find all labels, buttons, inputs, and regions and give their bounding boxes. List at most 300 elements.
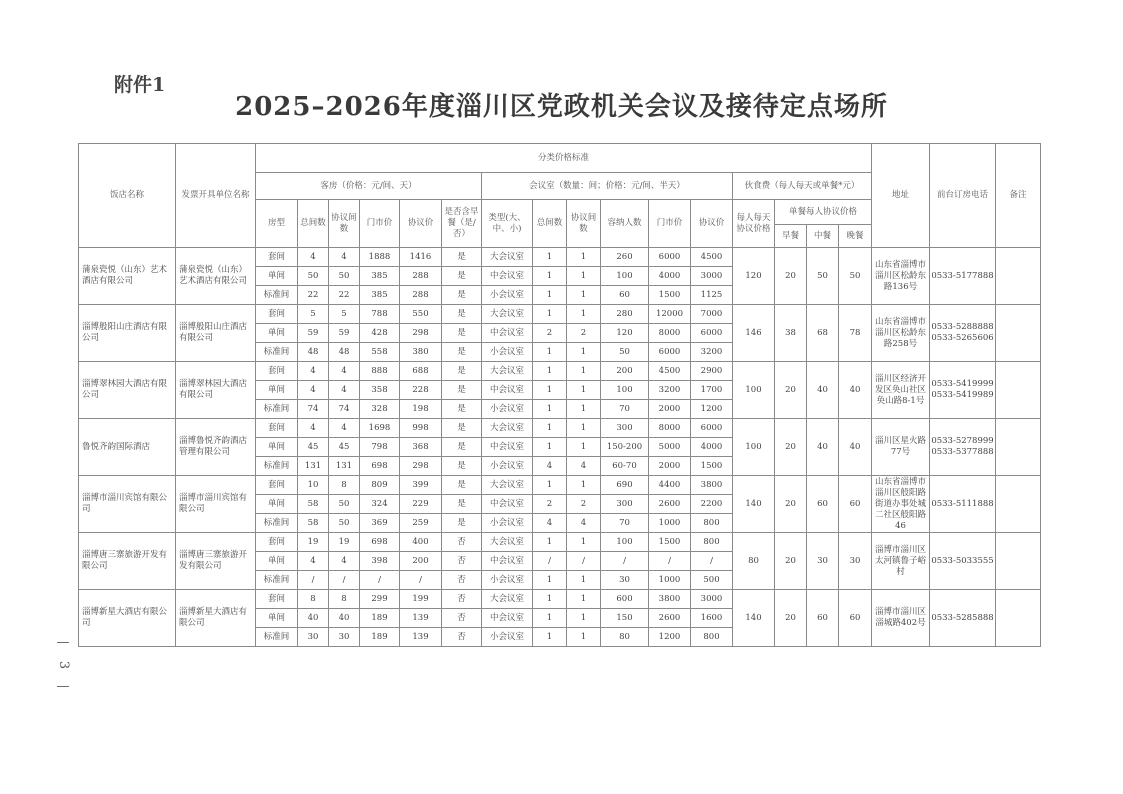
agreement-price: 368 <box>400 438 442 457</box>
meeting-total: 2 <box>533 324 567 343</box>
table-row <box>79 590 1041 609</box>
meeting-agreement: 1 <box>567 590 601 609</box>
breakfast-included: 是 <box>442 381 482 400</box>
hotel-name: 淄博唐三寨旅游开发有限公司 <box>79 533 176 590</box>
hotel-name: 淄博新星大酒店有限公司 <box>79 590 176 647</box>
capacity: 100 <box>601 381 649 400</box>
meeting-total: 1 <box>533 381 567 400</box>
rack-price: 398 <box>360 552 400 571</box>
breakfast-included: 否 <box>442 609 482 628</box>
daily-meal-price: 80 <box>733 533 775 590</box>
breakfast-included: 否 <box>442 571 482 590</box>
meeting-type: 小会议室 <box>482 571 533 590</box>
meeting-rack: 3800 <box>649 590 691 609</box>
meeting-agreement: 1 <box>567 628 601 647</box>
room-type: 标准间 <box>256 514 298 533</box>
breakfast-included: 是 <box>442 457 482 476</box>
breakfast-price: 20 <box>775 248 807 305</box>
rack-price: 698 <box>360 533 400 552</box>
meeting-total: 1 <box>533 248 567 267</box>
rack-price: 428 <box>360 324 400 343</box>
meeting-agreement: 1 <box>567 419 601 438</box>
breakfast-included: 是 <box>442 400 482 419</box>
dinner-price: 78 <box>839 305 872 362</box>
room-type: 标准间 <box>256 628 298 647</box>
total-rooms: 45 <box>298 438 329 457</box>
capacity: 80 <box>601 628 649 647</box>
meeting-rack: 4000 <box>649 267 691 286</box>
capacity: 600 <box>601 590 649 609</box>
total-rooms: 22 <box>298 286 329 305</box>
breakfast-included: 是 <box>442 267 482 286</box>
meeting-rack: 12000 <box>649 305 691 324</box>
rack-price: 809 <box>360 476 400 495</box>
agreement-price: 199 <box>400 590 442 609</box>
hotel-name: 淄博市淄川宾馆有限公司 <box>79 476 176 533</box>
rack-price: 369 <box>360 514 400 533</box>
total-rooms: 4 <box>298 552 329 571</box>
hotel-address: 淄博市淄川区太河镇鲁子峪村 <box>872 533 930 590</box>
total-rooms: / <box>298 571 329 590</box>
capacity: 60-70 <box>601 457 649 476</box>
meeting-price: 500 <box>691 571 733 590</box>
table-row <box>79 476 1041 495</box>
dinner-price: 60 <box>839 476 872 533</box>
capacity: 690 <box>601 476 649 495</box>
remarks-cell <box>996 305 1041 362</box>
meeting-type: 小会议室 <box>482 343 533 362</box>
rack-price: 1888 <box>360 248 400 267</box>
hotel-phone: 0533-5278999 0533-5377888 <box>930 419 996 476</box>
meeting-agreement: 1 <box>567 571 601 590</box>
rack-price: / <box>360 571 400 590</box>
remarks-cell <box>996 533 1041 590</box>
meeting-agreement: 1 <box>567 533 601 552</box>
total-rooms: 4 <box>298 362 329 381</box>
meeting-type: 小会议室 <box>482 286 533 305</box>
meeting-agreement: 1 <box>567 343 601 362</box>
meeting-agreement: 1 <box>567 381 601 400</box>
capacity: 70 <box>601 514 649 533</box>
total-rooms: 59 <box>298 324 329 343</box>
header-invoice-unit: 发票开具单位名称 <box>176 144 256 248</box>
page-number: — 3 — <box>56 635 71 694</box>
breakfast-included: 否 <box>442 533 482 552</box>
room-type: 单间 <box>256 381 298 400</box>
meeting-type: 大会议室 <box>482 305 533 324</box>
meeting-total: 1 <box>533 286 567 305</box>
meeting-total: 1 <box>533 476 567 495</box>
meeting-type: 大会议室 <box>482 248 533 267</box>
room-type: 套间 <box>256 590 298 609</box>
meeting-rack: 4400 <box>649 476 691 495</box>
room-type: 套间 <box>256 476 298 495</box>
capacity: 280 <box>601 305 649 324</box>
meeting-type: 大会议室 <box>482 476 533 495</box>
header-total-rooms: 总间数 <box>298 200 329 248</box>
header-meal-group: 伙食费（每人每天或单餐*元） <box>733 173 872 200</box>
meeting-rack: 5000 <box>649 438 691 457</box>
capacity: / <box>601 552 649 571</box>
breakfast-included: 是 <box>442 362 482 381</box>
invoice-unit: 淄博鲁悦齐韵酒店管理有限公司 <box>176 419 256 476</box>
lunch-price: 40 <box>807 419 839 476</box>
header-price-standard: 分类价格标准 <box>256 144 872 173</box>
meeting-total: 1 <box>533 628 567 647</box>
agreement-rooms: 4 <box>329 552 360 571</box>
meeting-agreement: / <box>567 552 601 571</box>
invoice-unit: 淄博般阳山庄酒店有限公司 <box>176 305 256 362</box>
lunch-price: 50 <box>807 248 839 305</box>
capacity: 200 <box>601 362 649 381</box>
meeting-rack: 2600 <box>649 609 691 628</box>
capacity: 120 <box>601 324 649 343</box>
agreement-rooms: 22 <box>329 286 360 305</box>
agreement-price: 228 <box>400 381 442 400</box>
meeting-type: 中会议室 <box>482 609 533 628</box>
rack-price: 189 <box>360 628 400 647</box>
meeting-type: 大会议室 <box>482 533 533 552</box>
meeting-agreement: 4 <box>567 514 601 533</box>
meeting-price: 3000 <box>691 267 733 286</box>
header-agreement-price: 协议价 <box>400 200 442 248</box>
room-type: 单间 <box>256 552 298 571</box>
table-row <box>79 305 1041 324</box>
total-rooms: 131 <box>298 457 329 476</box>
room-type: 单间 <box>256 438 298 457</box>
meeting-price: 1125 <box>691 286 733 305</box>
room-type: 套间 <box>256 419 298 438</box>
capacity: 150 <box>601 609 649 628</box>
meeting-rack: 2600 <box>649 495 691 514</box>
meeting-price: 6000 <box>691 324 733 343</box>
agreement-price: 200 <box>400 552 442 571</box>
meeting-rack: 6000 <box>649 248 691 267</box>
agreement-price: / <box>400 571 442 590</box>
meeting-agreement: 1 <box>567 267 601 286</box>
agreement-rooms: 48 <box>329 343 360 362</box>
rack-price: 358 <box>360 381 400 400</box>
invoice-unit: 淄博翠林园大酒店有限公司 <box>176 362 256 419</box>
agreement-price: 298 <box>400 324 442 343</box>
meeting-price: 1500 <box>691 457 733 476</box>
meeting-price: 2900 <box>691 362 733 381</box>
meeting-price: 3800 <box>691 476 733 495</box>
meeting-type: 中会议室 <box>482 552 533 571</box>
breakfast-included: 是 <box>442 248 482 267</box>
breakfast-price: 38 <box>775 305 807 362</box>
breakfast-included: 否 <box>442 552 482 571</box>
total-rooms: 48 <box>298 343 329 362</box>
meeting-type: 小会议室 <box>482 628 533 647</box>
meeting-agreement: 1 <box>567 476 601 495</box>
meeting-price: 3000 <box>691 590 733 609</box>
table-row <box>79 248 1041 267</box>
daily-meal-price: 100 <box>733 419 775 476</box>
meeting-price: 6000 <box>691 419 733 438</box>
invoice-unit: 淄博唐三寨旅游开发有限公司 <box>176 533 256 590</box>
capacity: 100 <box>601 533 649 552</box>
total-rooms: 40 <box>298 609 329 628</box>
capacity: 300 <box>601 419 649 438</box>
hotel-phone: 0533-5288888 0533-5265606 <box>930 305 996 362</box>
meeting-agreement: 2 <box>567 324 601 343</box>
agreement-rooms: 74 <box>329 400 360 419</box>
meeting-rack: 1500 <box>649 533 691 552</box>
meeting-agreement: 2 <box>567 495 601 514</box>
meeting-price: 4000 <box>691 438 733 457</box>
meeting-type: 中会议室 <box>482 438 533 457</box>
meeting-type: 小会议室 <box>482 514 533 533</box>
meeting-price: 3200 <box>691 343 733 362</box>
capacity: 60 <box>601 286 649 305</box>
hotel-phone: 0533-5111888 <box>930 476 996 533</box>
rack-price: 558 <box>360 343 400 362</box>
rack-price: 698 <box>360 457 400 476</box>
breakfast-included: 是 <box>442 324 482 343</box>
rack-price: 788 <box>360 305 400 324</box>
capacity: 70 <box>601 400 649 419</box>
page-title: 2025–2026年度淄川区党政机关会议及接待定点场所 <box>235 92 888 122</box>
lunch-price: 60 <box>807 476 839 533</box>
agreement-rooms: 59 <box>329 324 360 343</box>
breakfast-included: 是 <box>442 495 482 514</box>
meeting-total: 4 <box>533 457 567 476</box>
room-type: 套间 <box>256 248 298 267</box>
lunch-price: 40 <box>807 362 839 419</box>
header-meeting-type: 类型(大、中、小) <box>482 200 533 248</box>
breakfast-included: 是 <box>442 343 482 362</box>
dinner-price: 60 <box>839 590 872 647</box>
meeting-rack: 8000 <box>649 419 691 438</box>
agreement-rooms: 19 <box>329 533 360 552</box>
header-remarks: 备注 <box>996 144 1041 248</box>
agreement-price: 1416 <box>400 248 442 267</box>
meeting-type: 中会议室 <box>482 324 533 343</box>
hotel-phone: 0533-5177888 <box>930 248 996 305</box>
header-meeting-total: 总间数 <box>533 200 567 248</box>
remarks-cell <box>996 590 1041 647</box>
meeting-rack: 4500 <box>649 362 691 381</box>
total-rooms: 58 <box>298 495 329 514</box>
breakfast-included: 是 <box>442 419 482 438</box>
meeting-rack: 6000 <box>649 343 691 362</box>
breakfast-price: 20 <box>775 362 807 419</box>
capacity: 50 <box>601 343 649 362</box>
rack-price: 299 <box>360 590 400 609</box>
agreement-price: 399 <box>400 476 442 495</box>
room-type: 套间 <box>256 533 298 552</box>
room-type: 单间 <box>256 495 298 514</box>
daily-meal-price: 140 <box>733 476 775 533</box>
meeting-rack: 1200 <box>649 628 691 647</box>
agreement-rooms: 4 <box>329 362 360 381</box>
meeting-rack: 1500 <box>649 286 691 305</box>
agreement-rooms: 30 <box>329 628 360 647</box>
meeting-agreement: 4 <box>567 457 601 476</box>
agreement-rooms: 50 <box>329 514 360 533</box>
agreement-price: 139 <box>400 628 442 647</box>
header-rooms-group: 客房（价格：元/间、天） <box>256 173 482 200</box>
total-rooms: 8 <box>298 590 329 609</box>
meeting-rack: / <box>649 552 691 571</box>
room-type: 单间 <box>256 267 298 286</box>
daily-meal-price: 146 <box>733 305 775 362</box>
venue-table <box>78 143 1041 647</box>
header-breakfast-included: 是否含早餐（是/否） <box>442 200 482 248</box>
meeting-total: 1 <box>533 362 567 381</box>
room-type: 标准间 <box>256 343 298 362</box>
capacity: 150-200 <box>601 438 649 457</box>
room-type: 套间 <box>256 362 298 381</box>
breakfast-price: 20 <box>775 476 807 533</box>
meeting-price: 1600 <box>691 609 733 628</box>
hotel-phone: 0533-5419999 0533-5419989 <box>930 362 996 419</box>
meeting-rack: 8000 <box>649 324 691 343</box>
header-room-type: 房型 <box>256 200 298 248</box>
agreement-price: 998 <box>400 419 442 438</box>
room-type: 单间 <box>256 324 298 343</box>
hotel-phone: 0533-5285888 <box>930 590 996 647</box>
meeting-type: 中会议室 <box>482 381 533 400</box>
meeting-total: 1 <box>533 438 567 457</box>
breakfast-included: 是 <box>442 438 482 457</box>
agreement-rooms: 4 <box>329 248 360 267</box>
capacity: 260 <box>601 248 649 267</box>
lunch-price: 60 <box>807 590 839 647</box>
meeting-price: 7000 <box>691 305 733 324</box>
agreement-price: 550 <box>400 305 442 324</box>
table-body <box>79 248 1041 647</box>
agreement-price: 380 <box>400 343 442 362</box>
rack-price: 324 <box>360 495 400 514</box>
agreement-rooms: 131 <box>329 457 360 476</box>
total-rooms: 19 <box>298 533 329 552</box>
remarks-cell <box>996 248 1041 305</box>
rack-price: 1698 <box>360 419 400 438</box>
header-breakfast: 早餐 <box>775 225 807 248</box>
meeting-price: 800 <box>691 533 733 552</box>
rack-price: 189 <box>360 609 400 628</box>
dinner-price: 50 <box>839 248 872 305</box>
meeting-type: 小会议室 <box>482 457 533 476</box>
total-rooms: 4 <box>298 381 329 400</box>
agreement-rooms: / <box>329 571 360 590</box>
header-agreement-rooms: 协议间数 <box>329 200 360 248</box>
agreement-price: 298 <box>400 457 442 476</box>
rack-price: 328 <box>360 400 400 419</box>
capacity: 300 <box>601 495 649 514</box>
meeting-agreement: 1 <box>567 286 601 305</box>
header-dinner: 晚餐 <box>839 225 872 248</box>
meeting-total: 2 <box>533 495 567 514</box>
meeting-total: 1 <box>533 400 567 419</box>
lunch-price: 30 <box>807 533 839 590</box>
meeting-price: 1700 <box>691 381 733 400</box>
total-rooms: 4 <box>298 419 329 438</box>
hotel-address: 山东省淄博市淄川区松龄东路258号 <box>872 305 930 362</box>
agreement-rooms: 50 <box>329 267 360 286</box>
table-row <box>79 533 1041 552</box>
header-phone: 前台订房电话 <box>930 144 996 248</box>
agreement-price: 400 <box>400 533 442 552</box>
meeting-total: 1 <box>533 590 567 609</box>
room-type: 标准间 <box>256 286 298 305</box>
meeting-price: / <box>691 552 733 571</box>
breakfast-included: 是 <box>442 514 482 533</box>
hotel-phone: 0533-5033555 <box>930 533 996 590</box>
hotel-name: 蒲泉瓷悦（山东）艺术酒店有限公司 <box>79 248 176 305</box>
invoice-unit: 淄博市淄川宾馆有限公司 <box>176 476 256 533</box>
meeting-price: 1200 <box>691 400 733 419</box>
room-type: 标准间 <box>256 400 298 419</box>
meeting-rack: 2000 <box>649 457 691 476</box>
hotel-address: 山东省淄博市淄川区般阳路街道办事处城二社区般阳路46 <box>872 476 930 533</box>
meeting-type: 小会议室 <box>482 400 533 419</box>
agreement-rooms: 45 <box>329 438 360 457</box>
meeting-rack: 1000 <box>649 571 691 590</box>
room-type: 标准间 <box>256 571 298 590</box>
breakfast-included: 否 <box>442 628 482 647</box>
capacity: 30 <box>601 571 649 590</box>
table-row <box>79 419 1041 438</box>
meeting-agreement: 1 <box>567 609 601 628</box>
header-single-meal: 单餐每人协议价格 <box>775 200 872 225</box>
meeting-total: 1 <box>533 267 567 286</box>
total-rooms: 4 <box>298 248 329 267</box>
meeting-agreement: 1 <box>567 400 601 419</box>
dinner-price: 40 <box>839 419 872 476</box>
header-meeting-price: 协议价 <box>691 200 733 248</box>
invoice-unit: 蒲泉瓷悦（山东）艺术酒店有限公司 <box>176 248 256 305</box>
agreement-price: 259 <box>400 514 442 533</box>
breakfast-price: 20 <box>775 419 807 476</box>
invoice-unit: 淄博新星大酒店有限公司 <box>176 590 256 647</box>
meeting-rack: 1000 <box>649 514 691 533</box>
header-daily-agreement: 每人每天协议价格 <box>733 200 775 248</box>
meeting-agreement: 1 <box>567 362 601 381</box>
room-type: 套间 <box>256 305 298 324</box>
hotel-address: 山东省淄博市淄川区松龄东路136号 <box>872 248 930 305</box>
header-rack-price: 门市价 <box>360 200 400 248</box>
hotel-address: 淄川区经济开发区奂山社区奂山路8-1号 <box>872 362 930 419</box>
remarks-cell <box>996 419 1041 476</box>
agreement-rooms: 4 <box>329 381 360 400</box>
total-rooms: 5 <box>298 305 329 324</box>
meeting-price: 2200 <box>691 495 733 514</box>
dinner-price: 30 <box>839 533 872 590</box>
agreement-rooms: 50 <box>329 495 360 514</box>
agreement-price: 288 <box>400 286 442 305</box>
meeting-rack: 3200 <box>649 381 691 400</box>
agreement-price: 688 <box>400 362 442 381</box>
header-meeting-rack: 门市价 <box>649 200 691 248</box>
meeting-rack: 2000 <box>649 400 691 419</box>
total-rooms: 58 <box>298 514 329 533</box>
agreement-rooms: 4 <box>329 419 360 438</box>
hotel-address: 淄川区星火路77号 <box>872 419 930 476</box>
breakfast-price: 20 <box>775 533 807 590</box>
breakfast-included: 否 <box>442 590 482 609</box>
room-type: 标准间 <box>256 457 298 476</box>
total-rooms: 50 <box>298 267 329 286</box>
daily-meal-price: 100 <box>733 362 775 419</box>
header-lunch: 中餐 <box>807 225 839 248</box>
meeting-agreement: 1 <box>567 438 601 457</box>
header-hotel-name: 饭店名称 <box>79 144 176 248</box>
meeting-total: 1 <box>533 571 567 590</box>
agreement-rooms: 8 <box>329 476 360 495</box>
